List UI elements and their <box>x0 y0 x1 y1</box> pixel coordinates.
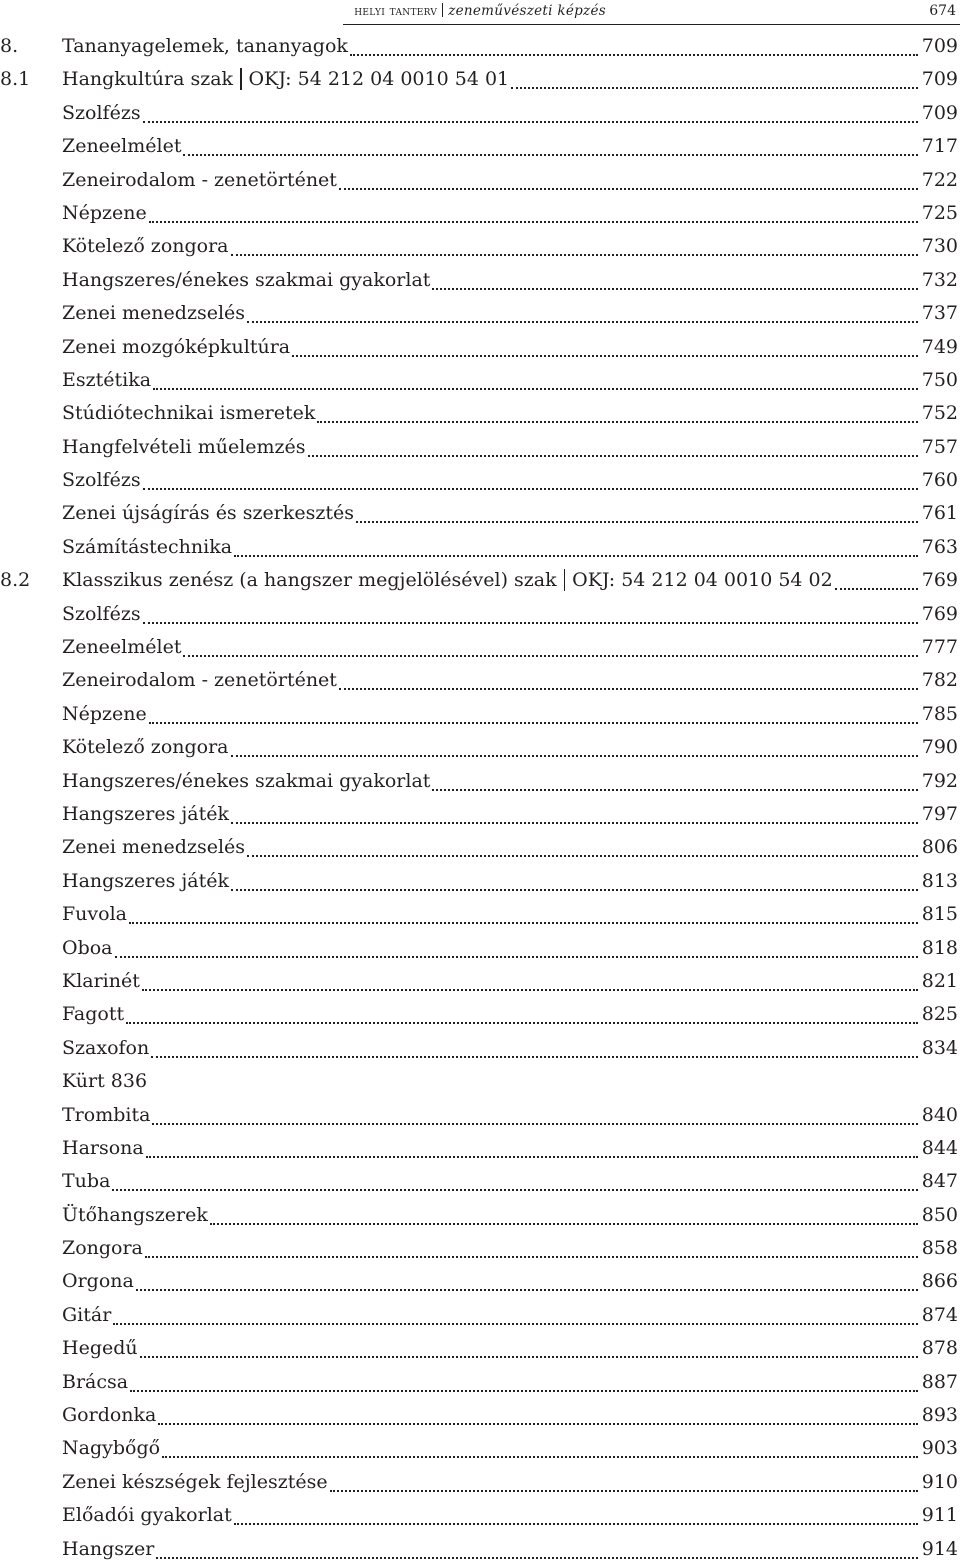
toc-entry-line <box>62 264 958 297</box>
toc-page-number: 834 <box>921 1036 958 1059</box>
toc-entry[interactable] <box>0 1499 960 1532</box>
toc-page-number: 874 <box>921 1303 958 1326</box>
toc-entry-line <box>62 63 958 96</box>
dot-leader <box>152 1099 919 1132</box>
toc-entry-line <box>62 798 958 831</box>
header-rule <box>343 24 960 25</box>
toc-entry-title: Harsona <box>62 1136 144 1159</box>
page-number: 674 <box>929 3 956 19</box>
toc-entry-line <box>62 1099 958 1132</box>
toc-entry-line <box>62 1199 958 1232</box>
section-title: zeneművészeti képzés <box>448 3 606 19</box>
toc-page-number: 818 <box>921 936 958 959</box>
toc-entry-line <box>62 1299 958 1332</box>
toc-page-number: 749 <box>921 335 958 358</box>
toc-section-number: 8.2 <box>0 569 31 592</box>
toc-entry[interactable] <box>0 497 960 530</box>
toc-page-number: 878 <box>921 1337 958 1360</box>
toc-entry-title: Ütőhangszerek <box>62 1203 208 1226</box>
toc-page-number: 760 <box>921 469 958 492</box>
dot-leader <box>140 1332 920 1365</box>
toc-entry-title: Kürt 836 <box>62 1070 148 1093</box>
dot-leader <box>129 898 920 931</box>
toc-page-number: 911 <box>921 1504 958 1527</box>
toc-entry-line <box>62 1466 958 1499</box>
dot-leader <box>143 97 920 130</box>
dot-leader <box>350 30 920 63</box>
dot-leader <box>156 1533 919 1566</box>
toc-entry-line <box>62 130 958 163</box>
toc-entry-line <box>62 1399 958 1432</box>
dot-leader <box>126 998 920 1031</box>
toc-entry-line <box>62 331 958 364</box>
toc-entry[interactable] <box>0 1032 960 1065</box>
toc-entry[interactable] <box>0 297 960 330</box>
toc-page-number: 825 <box>921 1003 958 1026</box>
toc-page-number: 797 <box>921 802 958 825</box>
toc-entry-title-part: Hangkultúra szak <box>62 68 234 91</box>
toc-page-number: 752 <box>921 402 958 425</box>
toc-page-number: 893 <box>921 1404 958 1427</box>
toc-entry-line <box>62 998 958 1031</box>
toc-page-number: 709 <box>921 101 958 124</box>
toc-entry-title: Nagybőgő <box>62 1437 161 1460</box>
toc-entry-title: Gordonka <box>62 1404 157 1427</box>
toc-entry[interactable] <box>0 1165 960 1198</box>
dot-leader <box>317 397 919 430</box>
toc-entry-line <box>62 765 958 798</box>
toc-page-number: 769 <box>921 602 958 625</box>
toc-entry-line <box>62 1499 958 1532</box>
toc-entry[interactable] <box>0 1265 960 1298</box>
toc-page-number: 785 <box>921 702 958 725</box>
toc-entry[interactable] <box>0 698 960 731</box>
toc-entry-line <box>62 865 958 898</box>
toc-page-number: 730 <box>921 235 958 258</box>
dot-leader <box>308 431 920 464</box>
toc-entry-line <box>62 1432 958 1465</box>
toc-entry-line <box>62 497 958 530</box>
toc-entry[interactable] <box>0 1432 960 1465</box>
toc-entry-line <box>62 531 958 564</box>
toc-entry[interactable] <box>0 932 960 965</box>
toc-entry-line <box>62 1533 958 1566</box>
toc-entry[interactable] <box>0 831 960 864</box>
toc-entry-line <box>62 664 958 697</box>
toc-entry-title: Népzene <box>62 702 147 725</box>
dot-leader <box>149 698 920 731</box>
dot-leader <box>356 497 920 530</box>
toc-entry[interactable] <box>0 998 960 1031</box>
dot-leader <box>432 264 919 297</box>
toc-page-number: 821 <box>921 969 958 992</box>
toc-entry-line <box>62 564 958 597</box>
dot-leader <box>136 1265 920 1298</box>
toc-entry-title: Zenei menedzselés <box>62 836 246 859</box>
toc-entry-line <box>62 30 958 63</box>
toc-entry-title: Hangszer <box>62 1537 155 1560</box>
toc-entry-title: Előadói gyakorlat <box>62 1504 232 1527</box>
toc-entry-title <box>62 564 835 597</box>
dot-leader <box>292 331 920 364</box>
toc-entry[interactable] <box>0 1399 960 1432</box>
toc-entry[interactable] <box>0 164 960 197</box>
toc-page-number: 815 <box>921 903 958 926</box>
toc-entry-title: Zeneirodalom - zenetörténet <box>62 168 337 191</box>
dot-leader <box>210 1199 920 1232</box>
toc-entry[interactable] <box>0 364 960 397</box>
toc-entry-line <box>62 1332 958 1365</box>
toc-entry[interactable] <box>0 130 960 163</box>
toc-page-number: 844 <box>921 1136 958 1159</box>
dot-leader <box>231 798 920 831</box>
toc-entry-line <box>62 1132 958 1165</box>
toc-entry-title: Zenei mozgóképkultúra <box>62 335 291 358</box>
toc-entry[interactable] <box>0 798 960 831</box>
dot-leader <box>145 1232 920 1265</box>
table-of-contents <box>0 30 960 1566</box>
toc-entry[interactable] <box>0 1366 960 1399</box>
toc-entry[interactable] <box>0 464 960 497</box>
toc-entry-title: Hangszeres/énekes szakmai gyakorlat <box>62 769 431 792</box>
toc-page-number: 840 <box>921 1103 958 1126</box>
dot-leader <box>143 598 920 631</box>
toc-entry-title: Gitár <box>62 1303 112 1326</box>
toc-entry-line <box>62 1065 958 1098</box>
running-header-text <box>354 3 606 19</box>
dot-leader <box>511 63 920 96</box>
toc-entry-line <box>62 1366 958 1399</box>
toc-entry[interactable] <box>0 230 960 263</box>
toc-entry[interactable] <box>0 965 960 998</box>
dot-leader <box>183 631 919 664</box>
toc-entry-line <box>62 598 958 631</box>
toc-page-number: 750 <box>921 368 958 391</box>
toc-entry[interactable] <box>0 598 960 631</box>
dot-leader <box>339 664 920 697</box>
toc-page-number: 903 <box>921 1437 958 1460</box>
toc-entry-line <box>62 932 958 965</box>
toc-entry-title: Szolfézs <box>62 101 141 124</box>
dot-leader <box>231 230 920 263</box>
dot-leader <box>247 297 920 330</box>
dot-leader <box>113 1299 919 1332</box>
toc-entry-title-part: OKJ: 54 212 04 0010 54 01 <box>248 68 510 91</box>
toc-page-number: 763 <box>921 535 958 558</box>
toc-page-number: 813 <box>921 869 958 892</box>
toc-entry-title: Zongora <box>62 1237 143 1260</box>
toc-entry-title: Esztétika <box>62 368 152 391</box>
toc-entry[interactable] <box>0 1232 960 1265</box>
toc-page-number: 757 <box>921 435 958 458</box>
toc-page-number: 847 <box>921 1170 958 1193</box>
toc-entry-line <box>62 731 958 764</box>
toc-page-number: 792 <box>921 769 958 792</box>
toc-section-number: 8. <box>0 35 19 57</box>
toc-entry[interactable] <box>0 865 960 898</box>
toc-entry-line <box>62 164 958 197</box>
toc-entry-title: Szolfézs <box>62 469 141 492</box>
toc-entry[interactable] <box>0 564 960 597</box>
toc-entry[interactable] <box>0 264 960 297</box>
toc-entry-line <box>62 1232 958 1265</box>
toc-entry-title: Zenei menedzselés <box>62 302 246 325</box>
dot-leader <box>112 1165 919 1198</box>
toc-entry[interactable] <box>0 765 960 798</box>
toc-page-number: 850 <box>921 1203 958 1226</box>
toc-page-number: 790 <box>921 736 958 759</box>
toc-entry[interactable] <box>0 731 960 764</box>
toc-entry[interactable] <box>0 97 960 130</box>
toc-entry-title: Orgona <box>62 1270 134 1293</box>
toc-entry-line <box>62 898 958 931</box>
toc-entry[interactable] <box>0 898 960 931</box>
toc-page-number: 914 <box>921 1537 958 1560</box>
toc-entry-title: Szaxofon <box>62 1036 150 1059</box>
toc-entry[interactable] <box>0 30 960 63</box>
toc-entry-title: Tananyagelemek, tananyagok <box>62 35 348 57</box>
dot-leader <box>115 932 920 965</box>
toc-entry[interactable] <box>0 331 960 364</box>
toc-entry-title <box>62 63 511 96</box>
toc-entry-line <box>62 965 958 998</box>
dot-leader <box>158 1399 919 1432</box>
dot-leader <box>146 1132 920 1165</box>
toc-page-number: 722 <box>921 168 958 191</box>
toc-entry[interactable] <box>0 1199 960 1232</box>
toc-entry[interactable] <box>0 631 960 664</box>
toc-entry-line <box>62 397 958 430</box>
toc-entry[interactable] <box>0 1332 960 1365</box>
toc-page-number: 782 <box>921 669 958 692</box>
toc-entry-title: Stúdiótechnikai ismeretek <box>62 402 316 425</box>
dot-leader <box>143 464 920 497</box>
dot-leader <box>149 197 920 230</box>
toc-entry-title: Népzene <box>62 201 147 224</box>
toc-page-number: 761 <box>921 502 958 525</box>
dot-leader <box>162 1432 920 1465</box>
toc-page-number: 910 <box>921 1470 958 1493</box>
dot-leader <box>339 164 920 197</box>
toc-entry-line <box>62 97 958 130</box>
toc-entry-title: Zeneelmélet <box>62 135 182 158</box>
toc-entry-line <box>62 1165 958 1198</box>
toc-entry-line <box>62 364 958 397</box>
toc-entry[interactable] <box>0 63 960 96</box>
toc-entry-title: Klarinét <box>62 969 140 992</box>
toc-entry[interactable] <box>0 1065 960 1098</box>
toc-section-number: 8.1 <box>0 68 31 91</box>
toc-entry-title: Zeneirodalom - zenetörténet <box>62 669 337 692</box>
toc-page-number: 866 <box>921 1270 958 1293</box>
toc-entry-line <box>62 197 958 230</box>
toc-entry-title: Számítástechnika <box>62 535 233 558</box>
toc-entry[interactable] <box>0 397 960 430</box>
toc-entry-title: Szolfézs <box>62 602 141 625</box>
series-title: helyi tanterv <box>354 3 438 19</box>
toc-entry[interactable] <box>0 664 960 697</box>
toc-entry-title: Zeneelmélet <box>62 636 182 659</box>
toc-entry-title-part: OKJ: 54 212 04 0010 54 02 <box>572 569 833 592</box>
toc-entry[interactable] <box>0 531 960 564</box>
dot-leader <box>151 1032 920 1065</box>
title-separator <box>564 569 566 591</box>
dot-leader <box>231 865 920 898</box>
dot-leader <box>432 765 919 798</box>
toc-page-number: 858 <box>921 1237 958 1260</box>
toc-page-number: 717 <box>921 135 958 158</box>
toc-entry-line <box>62 698 958 731</box>
toc-entry-line <box>62 431 958 464</box>
toc-page-number: 806 <box>921 836 958 859</box>
toc-entry-title: Fagott <box>62 1003 125 1026</box>
dot-leader <box>142 965 920 998</box>
toc-page-number: 709 <box>921 68 958 91</box>
toc-entry[interactable] <box>0 1099 960 1132</box>
toc-page-number: 737 <box>921 302 958 325</box>
toc-entry-title: Trombita <box>62 1103 151 1126</box>
dot-leader <box>247 831 920 864</box>
toc-page-number: 887 <box>921 1370 958 1393</box>
toc-entry-title-part: Klasszikus zenész (a hangszer megjelölésével) szak <box>62 569 557 592</box>
dot-leader <box>231 731 920 764</box>
toc-entry-line <box>62 464 958 497</box>
dot-leader <box>153 364 920 397</box>
toc-entry-title: Zenei készségek fejlesztése <box>62 1470 328 1493</box>
toc-entry-title: Kötelező zongora <box>62 736 229 759</box>
toc-page-number: 732 <box>921 268 958 291</box>
dot-leader <box>183 130 919 163</box>
toc-entry[interactable] <box>0 1132 960 1165</box>
toc-entry[interactable] <box>0 1533 960 1566</box>
title-separator <box>240 68 242 90</box>
toc-entry[interactable] <box>0 197 960 230</box>
dot-leader <box>330 1466 920 1499</box>
dot-leader <box>130 1366 920 1399</box>
toc-page-number: 777 <box>921 636 958 659</box>
toc-entry-line <box>62 831 958 864</box>
header-separator <box>442 3 443 17</box>
toc-page-number: 709 <box>921 35 958 57</box>
dot-leader <box>234 531 920 564</box>
toc-entry[interactable] <box>0 1299 960 1332</box>
toc-entry-line <box>62 1032 958 1065</box>
toc-entry-title: Tuba <box>62 1170 111 1193</box>
toc-entry[interactable] <box>0 431 960 464</box>
toc-entry-line <box>62 230 958 263</box>
toc-entry-title: Brácsa <box>62 1370 129 1393</box>
toc-entry-line <box>62 297 958 330</box>
toc-entry-title: Hangszeres/énekes szakmai gyakorlat <box>62 268 431 291</box>
dot-leader <box>835 564 920 597</box>
toc-entry-line <box>62 631 958 664</box>
toc-entry-title: Kötelező zongora <box>62 235 229 258</box>
running-header <box>0 0 960 30</box>
toc-page-number: 769 <box>921 569 958 592</box>
dot-leader <box>234 1499 920 1532</box>
toc-entry-title: Hegedű <box>62 1337 138 1360</box>
toc-entry[interactable] <box>0 1466 960 1499</box>
toc-entry-title: Hangszeres játék <box>62 869 230 892</box>
toc-page-number: 725 <box>921 201 958 224</box>
toc-entry-title: Oboa <box>62 936 113 959</box>
toc-entry-line <box>62 1265 958 1298</box>
toc-entry-title: Hangfelvételi műelemzés <box>62 435 306 458</box>
toc-entry-title: Hangszeres játék <box>62 802 230 825</box>
toc-entry-title: Zenei újságírás és szerkesztés <box>62 502 354 525</box>
toc-entry-title: Fuvola <box>62 903 127 926</box>
